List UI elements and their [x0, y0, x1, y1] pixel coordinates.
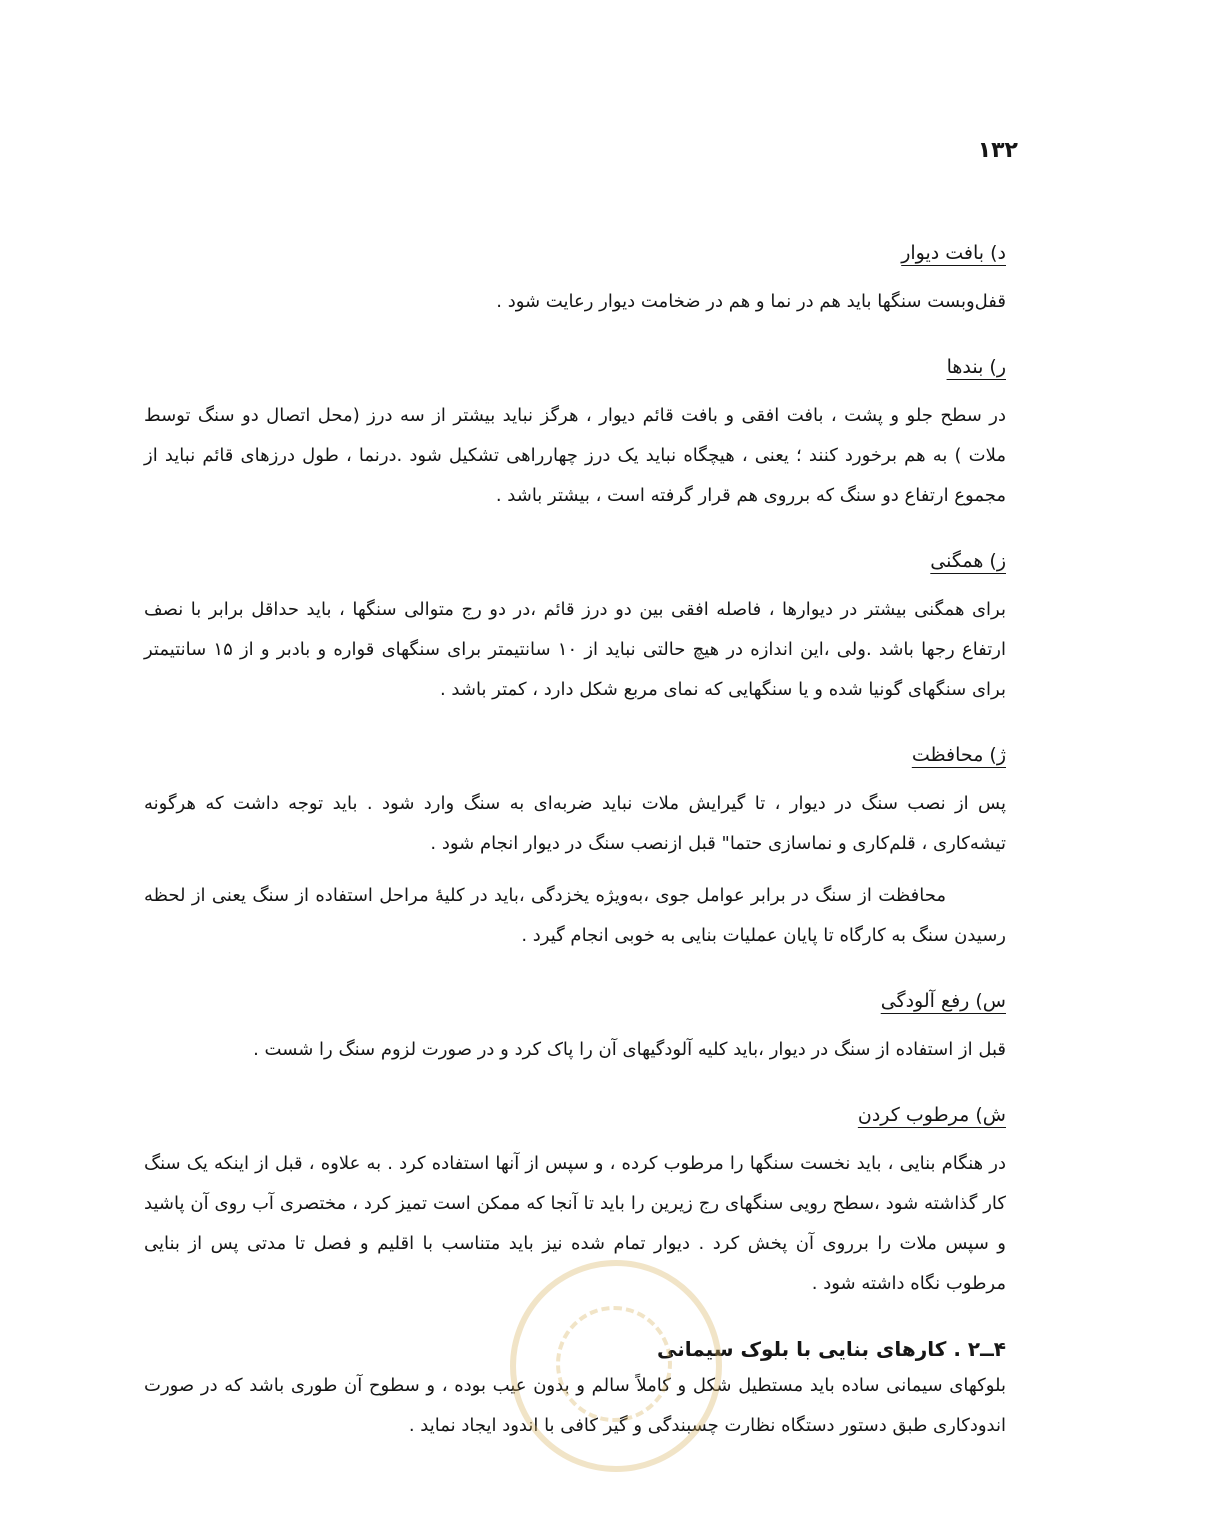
section-paragraph: محافظت از سنگ در برابر عوامل جوی ،به‌ویژه یخزدگی ،باید در کلیهٔ مراحل استفاده از سنگ یعنی از لحظه رسیدن سنگ به کارگاه تا پایان عملیات بنایی به خوبی انجام گیرد .	[144, 885, 1006, 946]
section-paragraph: برای همگنی بیشتر در دیوارها ، فاصله افقی بین دو درز قائم ،در دو رج متوالی سنگها ، باید حداقل برابر با نصف ارتفاع رجها باشد .ولی ،این اندازه در هیچ حالتی نباید از ۱۰ سانتیمتر برای سنگهای قواره و بادبر و از ۱۵ سانتیمتر برای سنگهای گونیا شده و یا سنگهایی که نمای مربع شکل دارد ، کمتر باشد .	[144, 599, 1006, 700]
section-paragraph: بلوکهای سیمانی ساده باید مستطیل شکل و کاملاً سالم و بدون عیب بوده ، و سطوح آن طوری باشد که در صورت اندودکاری طبق دستور دستگاه نظارت چسبندگی و گیر کافی با اندود ایجاد نماید .	[144, 1375, 1006, 1436]
section-heading: د) بافت دیوار	[901, 242, 1006, 264]
section-paragraph: قبل از استفاده از سنگ در دیوار ،باید کلیه آلودگیهای آن را پاک کرد و در صورت لزوم سنگ را شست .	[253, 1039, 1006, 1060]
section-paragraph: پس از نصب سنگ در دیوار ، تا گیرایش ملات نباید ضربه‌ای به سنگ وارد شود . باید توجه داشت که هرگونه تیشه‌کاری ، قلم‌کاری و نماسازی حتما" قبل ازنصب سنگ در دیوار انجام شود .	[144, 793, 1006, 854]
subsection-heading: ۴ــ۲ . کارهای بنایی با بلوک سیمانی	[657, 1337, 1006, 1361]
document-body	[144, 238, 1006, 1458]
section-protection	[144, 740, 1006, 956]
section-paragraph: قفل‌وبست سنگها باید هم در نما و هم در ضخامت دیوار رعایت شود .	[496, 291, 1006, 312]
page-number: ۱۳۲	[977, 138, 1018, 163]
section-heading: ش) مرطوب کردن	[857, 1104, 1006, 1126]
section-paragraph: در سطح جلو و پشت ، بافت افقی و بافت قائم دیوار ، هرگز نباید بیشتر از سه درز (محل اتصال دو سنگ توسط ملات ) به هم برخورد کنند ؛ یعنی ، هیچگاه نباید یک درز چهارراهی تشکیل شود .درنما ، طول درزهای قائم نباید از مجموع ارتفاع دو سنگ که برروی هم قرار گرفته است ، بیشتر باشد .	[144, 405, 1006, 506]
section-heading: س) رفع آلودگی	[880, 990, 1006, 1012]
section-joints	[144, 352, 1006, 516]
section-cleaning	[144, 986, 1006, 1070]
section-wall-texture	[144, 238, 1006, 322]
section-paragraph: در هنگام بنایی ، باید نخست سنگها را مرطوب کرده ، و سپس از آنها استفاده کرد . به علاوه ، قبل از اینکه یک سنگ کار گذاشته شود ،سطح رویی سنگهای رج زیرین را باید تا آنجا که ممکن است تمیز کرد ، مختصری آب روی آن پاشید و سپس ملات را برروی آن پخش کرد . دیوار تمام شده نیز باید متناسب با اقلیم و فصل تا مدتی پس از بنایی مرطوب نگاه داشته شود .	[144, 1153, 1006, 1294]
section-heading: ز) همگنی	[930, 550, 1006, 572]
section-heading: ژ) محافظت	[911, 744, 1006, 766]
section-heading: ر) بندها	[946, 356, 1006, 378]
section-homogeneity	[144, 546, 1006, 710]
section-wetting	[144, 1100, 1006, 1304]
